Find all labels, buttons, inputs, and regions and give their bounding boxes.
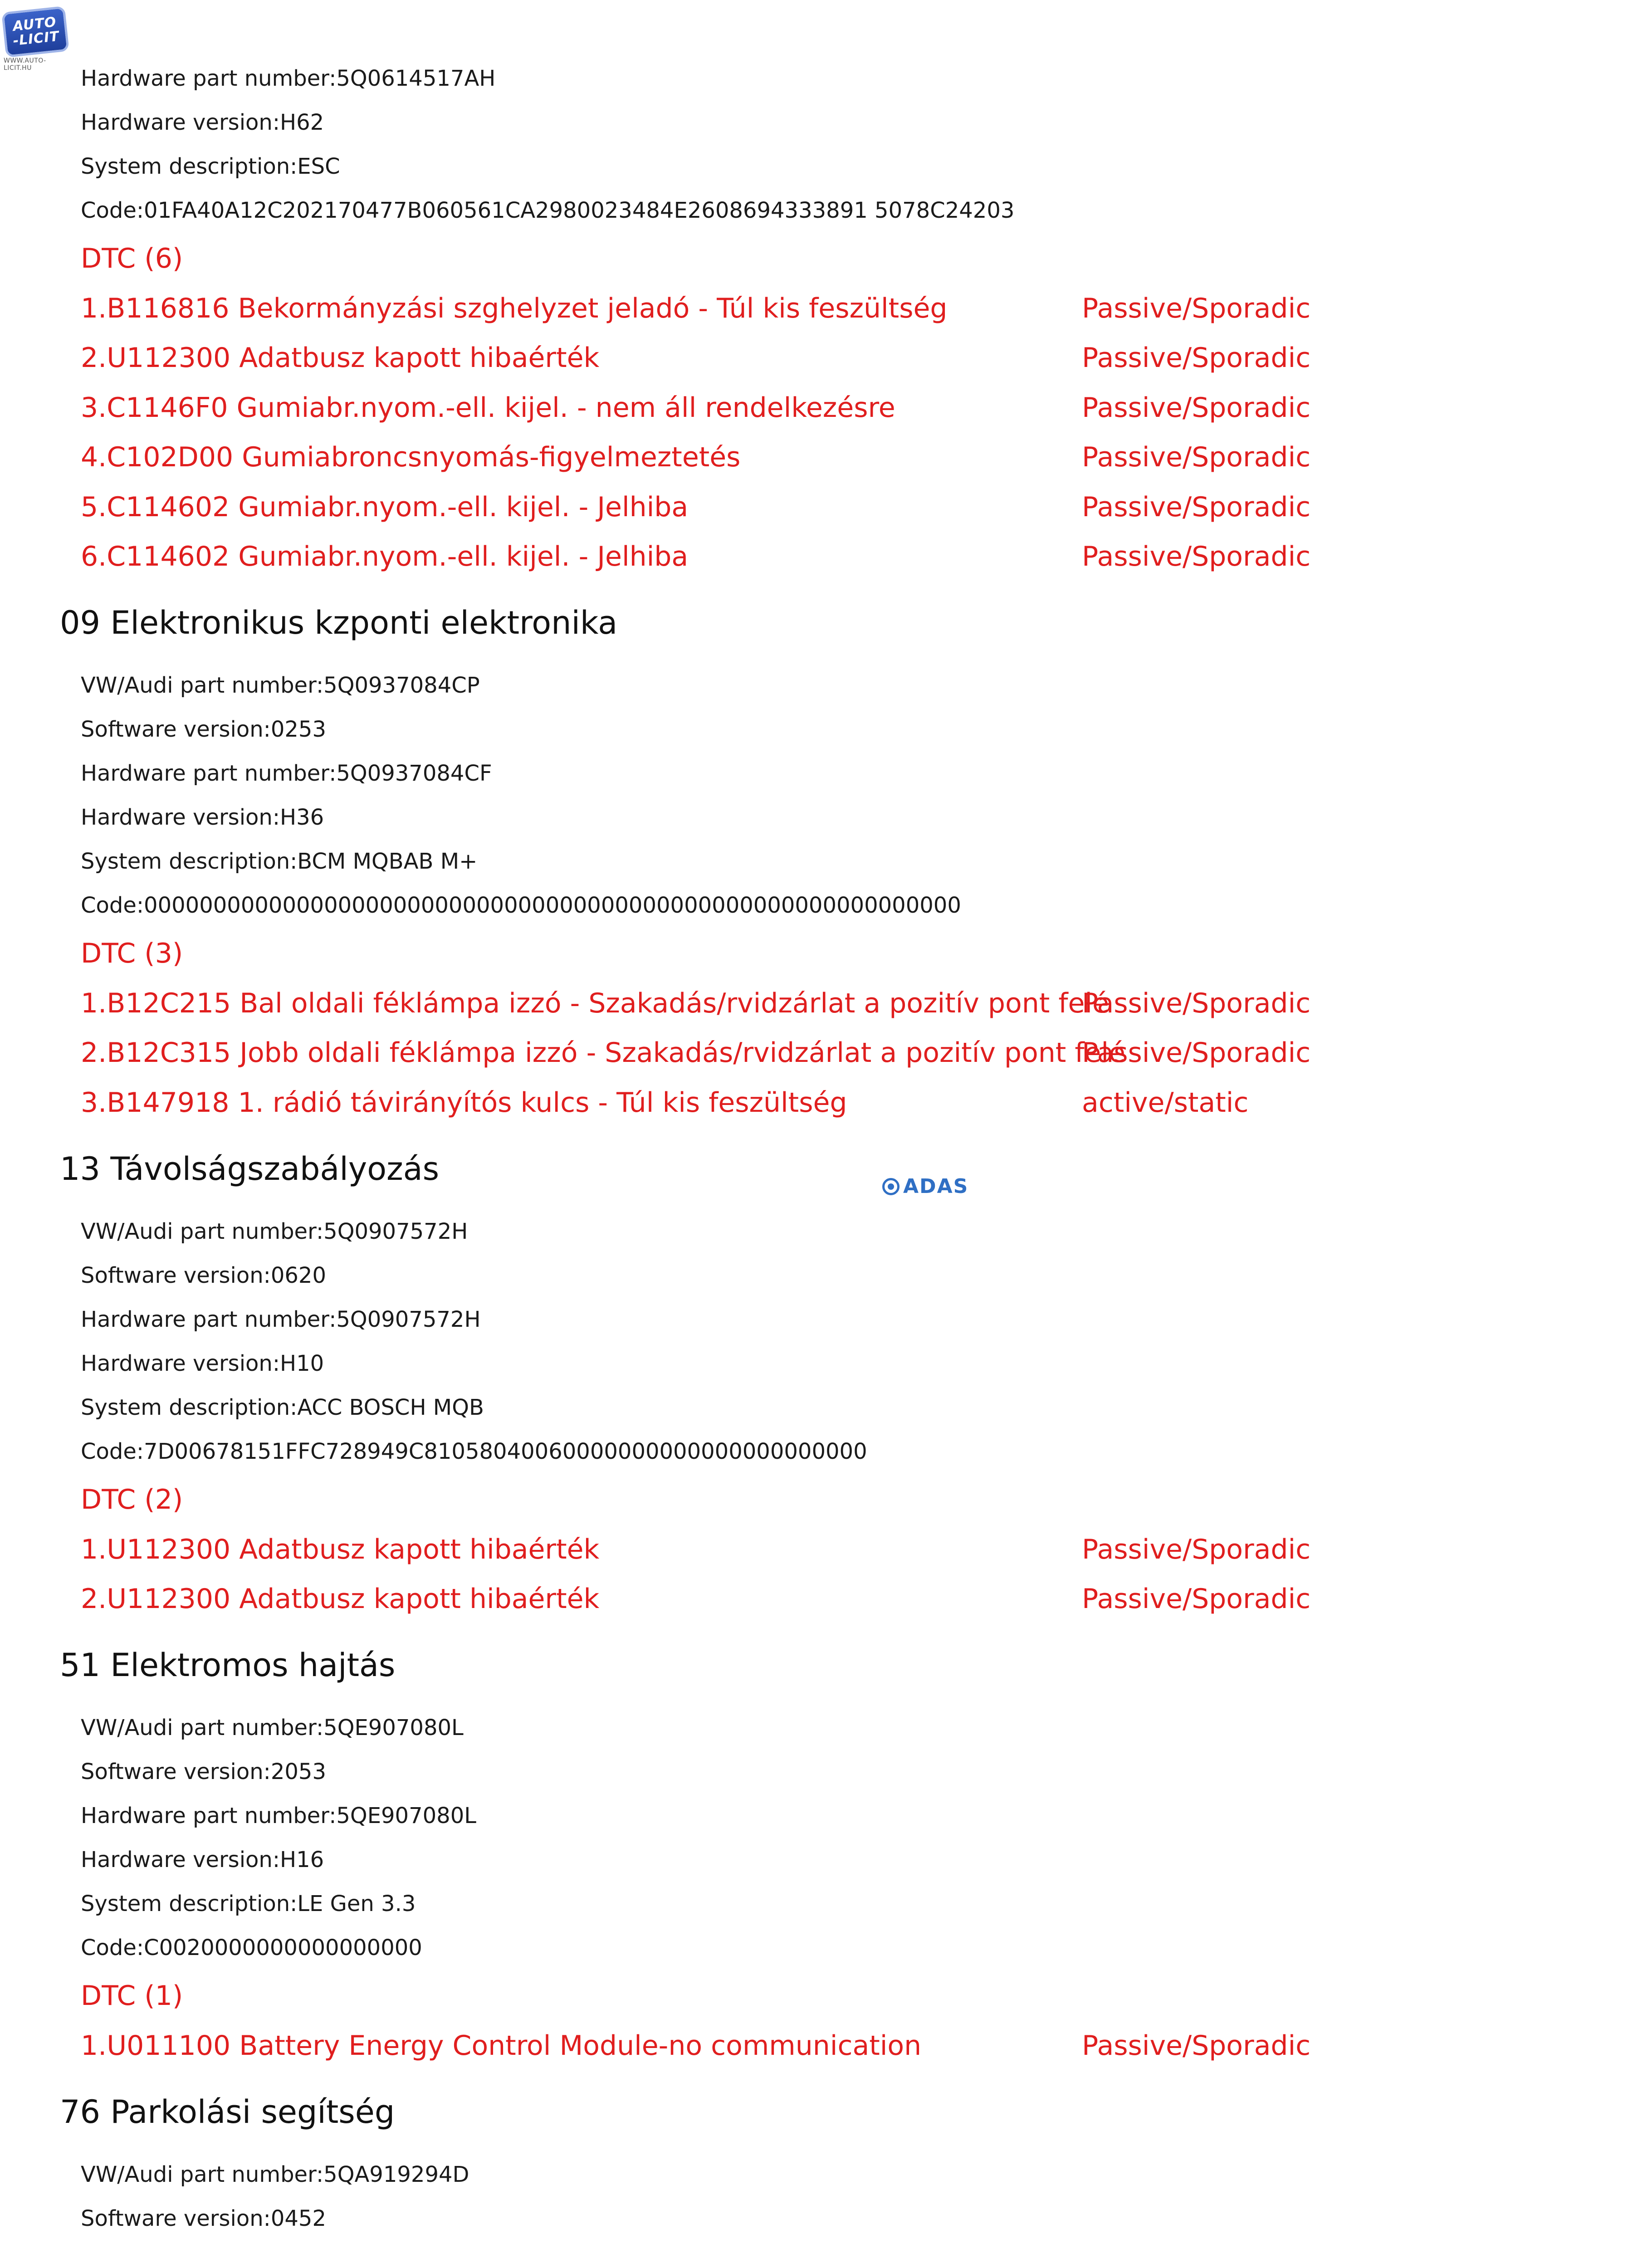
system-description: System description:LE Gen 3.3 — [81, 1891, 416, 1916]
adas-badge — [882, 1175, 968, 1198]
dtc-item: 1.U112300 Adatbusz kapott hibaérték — [81, 1534, 600, 1565]
software-version: Software version:0620 — [81, 1263, 326, 1288]
dtc-status: Passive/Sporadic — [1082, 293, 1311, 324]
dtc-status: Passive/Sporadic — [1082, 1037, 1311, 1069]
hardware-version: Hardware version:H16 — [81, 1847, 324, 1872]
dtc-count: DTC (3) — [81, 938, 183, 969]
hardware-version: Hardware version:H36 — [81, 805, 324, 830]
dtc-item: 3.B147918 1. rádió távirányítós kulcs - Túl kis feszültség — [81, 1087, 847, 1119]
logo-url: WWW.AUTO-LICIT.HU — [4, 57, 46, 72]
dtc-status: Passive/Sporadic — [1082, 987, 1311, 1019]
hardware-part-number: Hardware part number:5Q0937084CF — [81, 761, 492, 786]
software-version: Software version:0452 — [81, 2206, 326, 2231]
dtc-status: Passive/Sporadic — [1082, 441, 1311, 473]
section-title: 13 Távolságszabályozás — [60, 1150, 440, 1188]
vw-audi-part-number: VW/Audi part number:5Q0937084CP — [81, 673, 480, 698]
dtc-status: Passive/Sporadic — [1082, 2030, 1311, 2062]
software-version: Software version:0253 — [81, 717, 326, 742]
dtc-count: DTC (6) — [81, 243, 183, 274]
vw-audi-part-number: VW/Audi part number:5QE907080L — [81, 1715, 464, 1740]
module-code: Code:01FA40A12C202170477B060561CA2980023484E2608694333891 5078C24203 — [81, 198, 1015, 223]
hardware-version: Hardware version:H10 — [81, 1351, 324, 1376]
dtc-item: 2.U112300 Adatbusz kapott hibaérték — [81, 1583, 600, 1615]
software-version: Software version:2053 — [81, 1759, 326, 1784]
dtc-item: 1.U011100 Battery Energy Control Module-no communication — [81, 2030, 922, 2062]
vw-audi-part-number: VW/Audi part number:5QA919294D — [81, 2162, 469, 2187]
section-title: 76 Parkolási segítség — [60, 2093, 395, 2131]
module-code: Code:C0020000000000000000 — [81, 1935, 422, 1960]
dtc-status: Passive/Sporadic — [1082, 392, 1311, 424]
system-description: System description:BCM MQBAB M+ — [81, 849, 478, 874]
module-code: Code:7D00678151FFC728949C81058040060000000000000000000000 — [81, 1439, 867, 1464]
dtc-status: active/static — [1082, 1087, 1249, 1119]
section-title: 09 Elektronikus kzponti elektronika — [60, 604, 618, 641]
system-description: System description:ESC — [81, 154, 340, 179]
module-code: Code:00000000000000000000000000000000000000000000000000000000000 — [81, 893, 961, 918]
dtc-status: Passive/Sporadic — [1082, 1534, 1311, 1565]
hardware-version: Hardware version:H62 — [81, 110, 324, 135]
vw-audi-part-number: VW/Audi part number:5Q0907572H — [81, 1219, 468, 1244]
system-description: System description:ACC BOSCH MQB — [81, 1395, 484, 1420]
dtc-item: 4.C102D00 Gumiabroncsnyomás-figyelmeztetés — [81, 441, 741, 473]
logo-line-2: -LICIT — [12, 28, 60, 49]
dtc-status: Passive/Sporadic — [1082, 541, 1311, 572]
dtc-status: Passive/Sporadic — [1082, 342, 1311, 374]
dtc-item: 5.C114602 Gumiabr.nyom.-ell. kijel. - Jelhiba — [81, 491, 689, 523]
dtc-item: 1.B116816 Bekormányzási szghelyzet jeladó - Túl kis feszültség — [81, 293, 948, 324]
dtc-status: Passive/Sporadic — [1082, 491, 1311, 523]
dtc-item: 2.B12C315 Jobb oldali féklámpa izzó - Szakadás/rvidzárlat a pozitív pont felé — [81, 1037, 1125, 1069]
dtc-item: 2.U112300 Adatbusz kapott hibaérték — [81, 342, 600, 374]
adas-label: ADAS — [903, 1175, 969, 1198]
dtc-count: DTC (2) — [81, 1484, 183, 1515]
logo-line-1: AUTO — [12, 14, 57, 35]
dtc-status: Passive/Sporadic — [1082, 1583, 1311, 1615]
hardware-part-number: Hardware part number:5Q0907572H — [81, 1307, 481, 1332]
auto-licit-logo — [4, 9, 72, 72]
dtc-count: DTC (1) — [81, 1980, 183, 2012]
hardware-part-number: Hardware part number:5Q0614517AH — [81, 66, 496, 91]
adas-target-icon — [882, 1178, 900, 1195]
hardware-part-number: Hardware part number:5QE907080L — [81, 1803, 476, 1828]
dtc-item: 3.C1146F0 Gumiabr.nyom.-ell. kijel. - nem áll rendelkezésre — [81, 392, 895, 424]
dtc-item: 1.B12C215 Bal oldali féklámpa izzó - Szakadás/rvidzárlat a pozitív pont felé — [81, 987, 1109, 1019]
section-title: 51 Elektromos hajtás — [60, 1647, 396, 1684]
logo-badge — [1, 6, 69, 58]
dtc-item: 6.C114602 Gumiabr.nyom.-ell. kijel. - Jelhiba — [81, 541, 689, 572]
